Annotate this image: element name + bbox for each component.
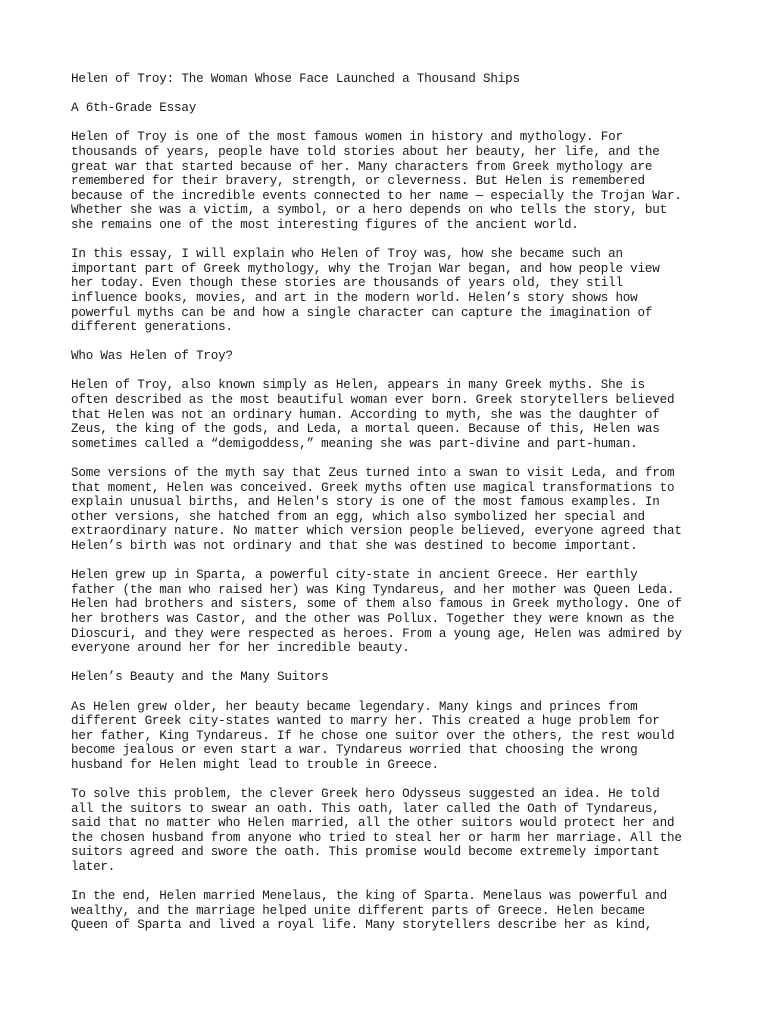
text-line: important part of Greek mythology, why the Trojan War began, and how people view bbox=[71, 261, 660, 276]
text-line: In the end, Helen married Menelaus, the king of Sparta. Menelaus was powerful and bbox=[71, 889, 667, 904]
text-line: thousands of years, people have told stories about her beauty, her life, and the bbox=[71, 144, 660, 159]
text-line: Helen of Troy is one of the most famous women in history and mythology. For bbox=[71, 130, 623, 145]
text-line: other versions, she hatched from an egg, which also symbolized her special and bbox=[71, 509, 645, 524]
text-line: Helen grew up in Sparta, a powerful city-state in ancient Greece. Her earthly bbox=[71, 568, 638, 583]
text-line: become jealous or even start a war. Tyndareus worried that choosing the wrong bbox=[71, 743, 638, 758]
text-line: extraordinary nature. No matter which version people believed, everyone agreed that bbox=[71, 524, 682, 539]
document-title bbox=[71, 72, 731, 87]
title-line: Helen of Troy: The Woman Whose Face Launched a Thousand Ships bbox=[71, 72, 520, 86]
text-line: she remains one of the most interesting figures of the ancient world. bbox=[71, 217, 579, 232]
text-line: As Helen grew older, her beauty became legendary. Many kings and princes from bbox=[71, 699, 638, 714]
paragraph bbox=[71, 889, 731, 933]
text-line: different Greek city-states wanted to marry her. This created a huge problem for bbox=[71, 714, 660, 729]
text-line: later. bbox=[71, 860, 116, 875]
text-line: all the suitors to swear an oath. This oath, later called the Oath of Tyndareus, bbox=[71, 801, 660, 816]
text-line: different generations. bbox=[71, 320, 233, 335]
text-line: because of the incredible events connected to her name — especially the Trojan War. bbox=[71, 188, 682, 203]
document-body bbox=[71, 130, 731, 933]
text-line: Helen’s birth was not ordinary and that she was destined to become important. bbox=[71, 539, 638, 553]
text-line: wealthy, and the marriage helped unite different parts of Greece. Helen became bbox=[71, 903, 645, 918]
text-line: often described as the most beautiful woman ever born. Greek storytellers believed bbox=[71, 393, 675, 408]
text-line: To solve this problem, the clever Greek hero Odysseus suggested an idea. He told bbox=[71, 787, 660, 802]
text-line: father (the man who raised her) was King Tyndareus, and her mother was Queen Leda. bbox=[71, 582, 675, 597]
text-line: explain unusual births, and Helen's story is one of the most famous examples. In bbox=[71, 495, 660, 510]
subtitle-line: A 6th-Grade Essay bbox=[71, 101, 197, 116]
text-line: her brothers was Castor, and the other was Pollux. Together they were known as the bbox=[71, 611, 675, 626]
text-line: Queen of Sparta and lived a royal life. Many storytellers describe her as kind, bbox=[71, 918, 653, 933]
text-line: Some versions of the myth say that Zeus turned into a swan to visit Leda, and from bbox=[71, 466, 675, 481]
text-line: Helen’s Beauty and the Many Suitors bbox=[71, 670, 329, 685]
text-line: Helen of Troy, also known simply as Helen, appears in many Greek myths. She is bbox=[71, 378, 645, 393]
text-line: In this essay, I will explain who Helen of Troy was, how she became such an bbox=[71, 247, 623, 262]
paragraph bbox=[71, 130, 731, 232]
text-line: Whether she was a victim, a symbol, or a hero depends on who tells the story, but bbox=[71, 203, 667, 218]
document-page bbox=[71, 72, 731, 948]
document-subtitle bbox=[71, 101, 731, 116]
text-line: everyone around her for her incredible beauty. bbox=[71, 641, 410, 656]
paragraph bbox=[71, 378, 731, 451]
text-line: influence books, movies, and art in the modern world. Helen’s story shows how bbox=[71, 290, 638, 305]
text-line: said that no matter who Helen married, all the other suitors would protect her and bbox=[71, 816, 675, 831]
text-line: suitors agreed and swore the oath. This promise would become extremely important bbox=[71, 845, 660, 860]
text-line: that Helen was not an ordinary human. According to myth, she was the daughter of bbox=[71, 407, 660, 422]
text-line: powerful myths can be and how a single character can capture the imagination of bbox=[71, 305, 653, 320]
text-line: Helen had brothers and sisters, some of them also famous in Greek mythology. One of bbox=[71, 597, 682, 612]
text-line: remembered for their bravery, strength, or cleverness. But Helen is remembered bbox=[71, 174, 645, 189]
section-heading bbox=[71, 670, 731, 685]
text-line: great war that started because of her. Many characters from Greek mythology are bbox=[71, 159, 653, 174]
paragraph bbox=[71, 787, 731, 875]
paragraph bbox=[71, 247, 731, 335]
text-line: Who Was Helen of Troy? bbox=[71, 349, 233, 364]
text-line: husband for Helen might lead to trouble in Greece. bbox=[71, 757, 439, 772]
text-line: that moment, Helen was conceived. Greek myths often use magical transformations to bbox=[71, 480, 675, 495]
text-line: sometimes called a “demigoddess,” meaning she was part-divine and part-human. bbox=[71, 436, 638, 451]
paragraph bbox=[71, 466, 731, 554]
section-heading bbox=[71, 349, 731, 364]
text-line: her father, King Tyndareus. If he chose one suitor over the others, the rest would bbox=[71, 728, 675, 743]
text-line: Zeus, the king of the gods, and Leda, a mortal queen. Because of this, Helen was bbox=[71, 422, 660, 437]
text-line: the chosen husband from anyone who tried to steal her or harm her marriage. All the bbox=[71, 830, 682, 845]
paragraph bbox=[71, 568, 731, 656]
paragraph bbox=[71, 700, 731, 773]
text-line: her today. Even though these stories are thousands of years old, they still bbox=[71, 276, 623, 291]
text-line: Dioscuri, and they were respected as heroes. From a young age, Helen was admired by bbox=[71, 626, 682, 641]
